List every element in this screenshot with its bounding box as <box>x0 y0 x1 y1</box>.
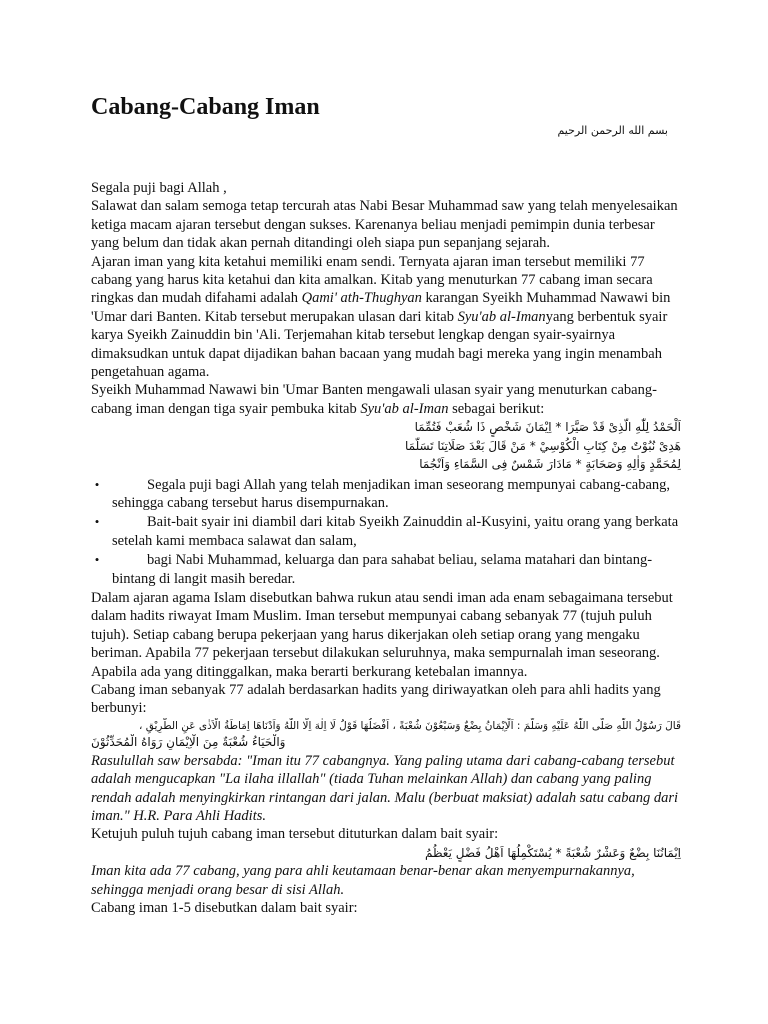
book-title-syuab: Syu'ab al-Iman <box>360 400 449 417</box>
paragraph-rukun-iman: Dalam ajaran agama Islam disebutkan bahwa rukun atau sendi iman ada enam sebagaimana tersebut dalam hadits riwayat Imam Muslim. Iman tersebut mempunyai cabang sebanyak 77 (tujuh puluh tujuh). Setiap cabang berupa pekerjaan yang harus dikerjakan oleh setiap orang yang mengaku beriman. Apabila 77 pekerjaan tersebut dilakukan seluruhnya, maka sempurnalah iman seseorang. Apabila ada yang ditinggalkan, maka berarti berkurang ketebalan imannya. <box>91 589 673 680</box>
arabic-verse-2: هَدِىْ نُبُوْتٌ مِنْ كِتَابِ الْكُوْسِيْ * مَنْ قَالَ بَعْدَ صَلَاتِنَا تَسَلَّمَا <box>404 438 681 453</box>
list-item <box>91 476 681 513</box>
basmala-text: بسم الله الرحمن الرحيم <box>557 124 668 137</box>
text-segment: Syeikh Muhammad Nawawi bin 'Umar Banten mengawali ulasan syair yang menuturkan cabang-cabang iman dengan tiga syair pembuka kitab <box>91 382 657 417</box>
hadith-arabic <box>91 718 681 750</box>
book-title-qami: Qami' ath-Thughyan <box>301 290 422 307</box>
list-item <box>91 513 681 550</box>
hadith-arabic-line-1: قَالَ رَسُوْلُ اللّٰهِ صَلَّى اللّٰهُ عَلَيْهِ وَسَلَّمَ : اَلْاِيْمَانُ بِضْعٌ وَسَبْعُوْنَ شُعْبَةً ، اَفْضَلُهَا قَوْلُ لَا اِلٰهَ اِلَّا اللّٰهُ وَاَدْنَاهَا اِمَاطَةُ الْاَذٰى عَنِ الطَّرِيْقِ ، <box>139 719 681 732</box>
page-title: Cabang-Cabang Iman <box>91 94 320 120</box>
list-item <box>91 551 681 588</box>
bullet-marker: • <box>94 552 100 568</box>
text-segment: yang berbentuk syair karya Syeikh Zainuddin bin 'Ali. Terjemahan kitab tersebut lengkap dengan syair-syairnya dimaksudkan untuk dapat dijadikan bahan bacaan yang mudah bagi mereka yang ingin menambah pengetahuan agama. <box>91 308 668 381</box>
paragraph-syeikh-nawawi <box>91 381 681 418</box>
text-segment: karangan Syeikh Muhammad Nawawi bin 'Umar dari Banten. Kitab tersebut merupakan ulasan dari kitab <box>91 290 671 325</box>
bait-translation-text: Iman kita ada 77 cabang, yang para ahli keutamaan benar-benar akan menyempurnakannya, sehingga menjadi orang besar di sisi Allah. <box>91 863 635 898</box>
bait-translation <box>91 862 681 899</box>
arabic-verse-1: اَلْحَمْدُ لِلّٰهِ الَّذِىْ قَدْ صَيَّرَا * اِيْمَانَ شَخْصٍ ذَا شُعَبْ فَتُمِّمَا <box>414 420 681 435</box>
paragraph-cabang-1-5: Cabang iman 1-5 disebutkan dalam bait syair: <box>91 900 358 917</box>
book-title-syuab: Syu'ab al-Iman <box>457 308 546 325</box>
list-item-text: bagi Nabi Muhammad, keluarga dan para sahabat beliau, selama matahari dan bintang-bintang di langit masih beredar. <box>112 552 653 587</box>
bullet-marker: • <box>94 476 100 492</box>
hadith-arabic-line-2 <box>91 734 681 750</box>
bullet-list <box>91 476 681 588</box>
arabic-verse-3: لِمُحَمَّدٍ وَاٰلِهِ وَصَحَابَةٍ * مَادَارَ شَمْسٌ فِى السَّمَاءِ وَاَنْجُمَا <box>419 457 681 472</box>
text-segment: sebagai berikut: <box>448 400 545 417</box>
paragraph-greeting: Segala puji bagi Allah , <box>91 180 227 196</box>
text-segment: Ajaran iman yang kita ketahui memiliki enam sendi. Ternyata ajaran iman tersebut memiliki 77 cabang yang harus kita ketahui dan kita amalkan. Kitab yang menuturkan 77 cabang iman secara ringkas dan mudah difahami adalah <box>91 253 653 307</box>
hadith-translation <box>91 752 681 826</box>
paragraph-ajaran-iman <box>91 253 681 382</box>
list-item-text: Bait-bait syair ini diambil dari kitab Syeikh Zainuddin al-Kusyini, yaitu orang yang berkata setelah kami membaca salawat dan salam, <box>112 514 679 549</box>
paragraph-bait-intro: Ketujuh puluh tujuh cabang iman tersebut dituturkan dalam bait syair: <box>91 826 499 843</box>
document-body <box>91 179 681 917</box>
hadith-arabic-line-2-text: وَالْحَيَاءُ شُعْبَةٌ مِنَ الْاِيْمَانِ رَوَاهُ الْمُحَدِّثُوْنَ <box>91 734 286 749</box>
bait-arabic: اِيْمَانُنَا بِضْعٌ وَعَشْرٌ شُعْبَةً * يُسْتَكْمِلُهَا اَهْلُ فَضْلٍ يَعْظُمُ <box>424 845 681 860</box>
arabic-verses <box>91 418 681 473</box>
list-item-text: Segala puji bagi Allah yang telah menjadikan iman seseorang mempunyai cabang-cabang, sehingga cabang tersebut harus disempurnakan. <box>112 476 671 511</box>
paragraph-salawat: Salawat dan salam semoga tetap tercurah atas Nabi Besar Muhammad saw yang telah menyelesaikan ketiga macam ajaran tersebut dengan sukses. Karenanya beliau menjadi pemimpin dunia terbesar yang belum dan tidak akan pernah ditandingi oleh siapa pun sepanjang sejarah. <box>91 198 678 252</box>
hadith-translation-text: Rasulullah saw bersabda: "Iman itu 77 cabangnya. Yang paling utama dari cabang-cabang tersebut adalah mengucapkan "La ilaha illallah" (tiada Tuhan melainkan Allah) dan cabang yang paling rendah adalah menyingkirkan rintangan dari jalan. Malu (berbuat maksiat) adalah satu cabang dari iman." H.R. Para Ahli Hadits. <box>91 752 679 824</box>
paragraph-hadits-intro: Cabang iman sebanyak 77 adalah berdasarkan hadits yang diriwayatkan oleh para ahli hadits yang berbunyi: <box>91 681 661 717</box>
bullet-marker: • <box>94 514 100 530</box>
